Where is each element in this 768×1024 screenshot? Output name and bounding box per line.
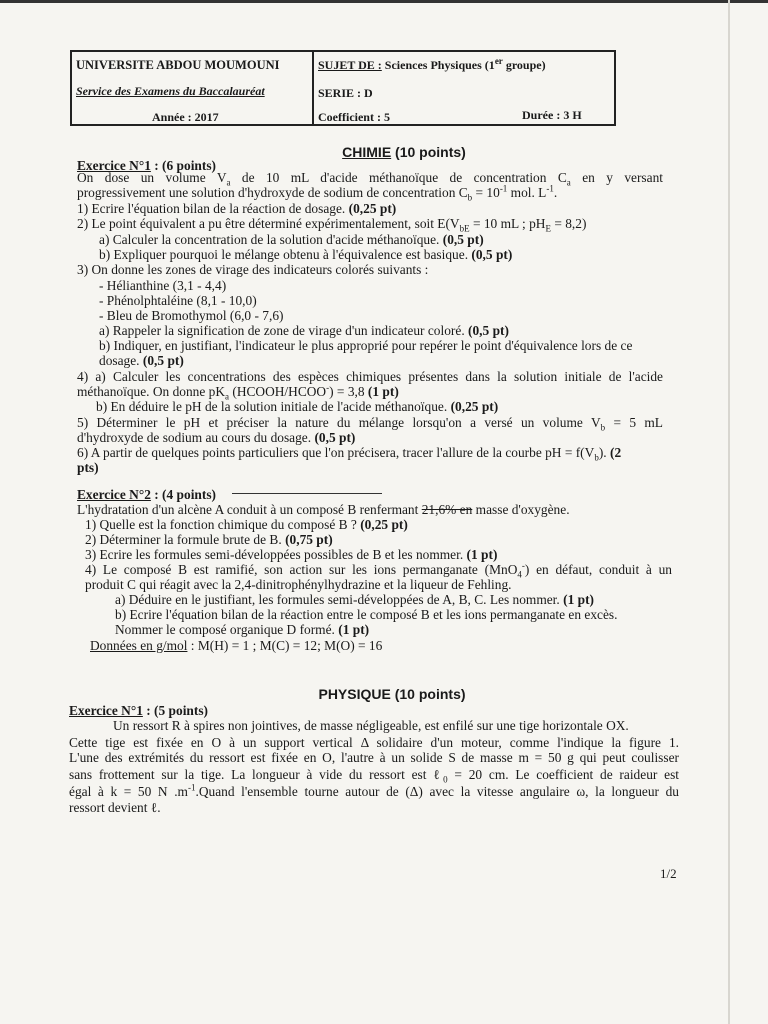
- chimie-q4a-sub: a: [225, 391, 230, 402]
- chimie-q2-sub2: E: [545, 223, 551, 234]
- chimie-ex2-q4a: [115, 592, 594, 607]
- physique-p3: L'une des extrémités du ressort est fixée en O, l'autre à un solide S de masse m = 50 g qui peut coulisser: [69, 750, 679, 765]
- chimie-q5: [77, 415, 663, 433]
- intro-text-1: On dose un volume V: [77, 170, 227, 185]
- chimie-q3b-end-text: dosage.: [99, 353, 140, 368]
- chimie-q1: [77, 201, 396, 216]
- chimie-ex2-q4-line2: produit C qui réagit avec la 2,4-dinitrophénylhydrazine et la liqueur de Fehling.: [85, 577, 512, 592]
- chimie-ex2-q4-sub: 4: [517, 569, 522, 580]
- intro-sup-1: -1: [499, 183, 508, 194]
- chimie-q6-points: (2: [609, 445, 622, 460]
- chimie-q6: [77, 445, 622, 463]
- subject-label: SUJET DE :: [318, 58, 382, 72]
- chimie-ex2-points: : (4 points): [154, 487, 216, 502]
- chimie-q4b-text: b) En déduire le pH de la solution initiale de l'acide méthanoïque.: [96, 399, 448, 414]
- chimie-ex2-intro-strike: 21,6% en: [421, 502, 473, 517]
- chimie-q2-text: 2) Le point équivalent a pu être déterminé expérimentalement, soit E(V: [77, 216, 460, 231]
- intro-text-5: = 10: [472, 185, 500, 200]
- chimie-ex2-data-values: : M(H) = 1 ; M(C) = 12; M(O) = 16: [187, 638, 383, 653]
- physique-p5: [69, 784, 679, 799]
- chimie-q3b-end: [99, 353, 184, 368]
- chimie-q4b: [96, 399, 498, 414]
- indicator-phenolphtaleine: - Phénolphtaléine (8,1 - 10,0): [99, 293, 257, 308]
- chimie-q5-end: = 5 mL: [605, 415, 663, 430]
- chimie-ex2-q1-text: 1) Quelle est la fonction chimique du composé B ?: [85, 517, 357, 532]
- chimie-ex2-q4b-line2: [115, 622, 369, 637]
- chimie-ex2-heading: [77, 487, 216, 502]
- chimie-q2-mid: = 10 mL ; pH: [469, 216, 546, 231]
- indicator-bbt: - Bleu de Bromothymol (6,0 - 7,6): [99, 308, 284, 323]
- chimie-q4b-points: (0,25 pt): [450, 399, 499, 414]
- chimie-q3a: [99, 323, 509, 338]
- chimie-ex2-q4-text: 4) Le composé B est ramifié, son action sur les ions permanganate (MnO: [85, 562, 518, 577]
- exam-service: Service des Examens du Baccalauréat: [76, 84, 265, 98]
- intro-sup-2: -1: [546, 183, 554, 194]
- physique-p5-sup: -1: [187, 782, 196, 793]
- indicator-helianthine: - Hélianthine (3,1 - 4,4): [99, 278, 227, 293]
- chimie-ex2-title: Exercice N°2: [77, 487, 151, 502]
- intro-sub-b: b: [467, 192, 473, 203]
- chimie-q1-text: 1) Ecrire l'équation bilan de la réaction de dosage.: [77, 201, 346, 216]
- intro-text-4: progressivement une solution d'hydroxyde de sodium de concentration C: [77, 185, 468, 200]
- chimie-q1-points: (0,25 pt): [348, 201, 397, 216]
- page-number: 1/2: [660, 866, 677, 881]
- chimie-ex1-intro-line2: [77, 183, 558, 203]
- physique-p2: Cette tige est fixée en O à un support vertical Δ solidaire d'un moteur, comme l'indique la figure 1.: [69, 735, 679, 750]
- chimie-q6-points-end: pts): [77, 460, 99, 475]
- chimie-ex2-q4b: b) Ecrire l'équation bilan de la réaction entre le composé B et les ions permanganate en excès.: [115, 607, 618, 622]
- physique-p4: [69, 767, 679, 785]
- chimie-q5-text: 5) Déterminer le pH et préciser la nature du mélange lorsqu'on a versé un volume V: [77, 415, 601, 430]
- intro-text-2: de 10 mL d'acide méthanoïque de concentration C: [230, 170, 567, 185]
- university-name: UNIVERSITE ABDOU MOUMOUNI: [76, 58, 280, 72]
- physique-p4-sub: 0: [443, 774, 448, 785]
- chimie-ex2-q2-text: 2) Déterminer la formule brute de B.: [85, 532, 282, 547]
- intro-sub-a2: a: [566, 177, 571, 188]
- chimie-q2-end: = 8,2): [550, 216, 587, 231]
- chimie-ex2-q4b-points: (1 pt): [338, 622, 370, 637]
- physique-title-word: PHYSIQUE: [318, 686, 391, 702]
- duration: Durée : 3 H: [522, 108, 582, 122]
- intro-text-7: .: [553, 185, 558, 200]
- physique-p1: Un ressort R à spires non jointives, de masse négligeable, est enfilé sur une tige horizontale OX.: [113, 718, 629, 733]
- chimie-ex2-q1-points: (0,25 pt): [360, 517, 408, 532]
- subject-sup: er: [494, 56, 503, 66]
- chimie-ex2-q4a-points: (1 pt): [563, 592, 594, 607]
- chimie-ex2-intro-text: L'hydratation d'un alcène A conduit à un composé B renfermant: [77, 502, 419, 517]
- chimie-ex2-q2: [85, 532, 333, 547]
- chimie-ex2-q4a-text: a) Déduire en le justifiant, les formules semi-développées de A, B, C. Les nommer.: [115, 592, 560, 607]
- chimie-ex1-points: : (6 points): [154, 158, 216, 173]
- physique-p4-text: sans frottement sur la tige. La longueur à vide du ressort est ℓ: [69, 767, 444, 782]
- chimie-ex2-data-label: Données en g/mol: [90, 638, 188, 653]
- physique-title-points: (10 points): [394, 686, 466, 702]
- chimie-ex2-q2-points: (0,75 pt): [285, 532, 333, 547]
- chimie-q2a-points: (0,5 pt): [442, 232, 484, 247]
- chimie-ex2-q3-points: (1 pt): [466, 547, 498, 562]
- intro-text-6: mol. L: [507, 185, 547, 200]
- chimie-q6-text: 6) A partir de quelques points particuliers que l'on précisera, tracer l'allure de la courbe pH = f(V: [77, 445, 595, 460]
- physique-p5-end: .Quand l'ensemble tourne autour de (Δ) avec la vitesse angulaire ω, la longueur du: [195, 784, 680, 799]
- subject-line: [318, 58, 546, 73]
- physique-p4-end: = 20 cm. Le coefficient de raideur est: [447, 767, 679, 782]
- chimie-ex2-q4: [85, 560, 672, 580]
- chimie-q3: 3) On donne les zones de virage des indicateurs colorés suivants :: [77, 262, 429, 277]
- chimie-ex2-q4-sup: -: [521, 560, 525, 571]
- chimie-ex1-intro-line1: [77, 170, 663, 188]
- intro-text-3: en y versant: [570, 170, 663, 185]
- chimie-q4a-l2-end2: ) = 3,8: [329, 384, 365, 399]
- chimie-q4a-points: (1 pt): [367, 384, 399, 399]
- subject-value: Sciences Physiques (1: [384, 58, 495, 72]
- chimie-q4a-l2-end: (HCOOH/HCOO: [229, 384, 327, 399]
- physique-p6: ressort devient ℓ.: [69, 800, 161, 815]
- chimie-q3b-points: (0,5 pt): [142, 353, 184, 368]
- chimie-ex2-q4b-l2-text: Nommer le composé organique D formé.: [115, 622, 335, 637]
- chimie-q2b-points: (0,5 pt): [471, 247, 513, 262]
- chimie-q2b-text: b) Expliquer pourquoi le mélange obtenu à l'équivalence est basique.: [99, 247, 469, 262]
- chimie-q5-sub: b: [600, 422, 606, 433]
- chimie-q2: [77, 216, 587, 234]
- chimie-q3b: b) Indiquer, en justifiant, l'indicateur le plus approprié pour repérer le point d'équivalence lors de ce: [99, 338, 633, 353]
- physique-ex1-heading: [69, 703, 208, 718]
- scribble-line: [232, 493, 382, 494]
- intro-sub-a1: a: [226, 177, 231, 188]
- exam-header-table: [70, 50, 616, 126]
- chimie-ex2-q4-end: ) en défaut, conduit à un: [524, 562, 672, 577]
- chimie-q4a-sup: -: [326, 382, 330, 393]
- chimie-q5-l2-text: d'hydroxyde de sodium au cours du dosage.: [77, 430, 312, 445]
- exam-year: Année : 2017: [152, 110, 219, 124]
- chimie-q6-sub: b: [594, 452, 599, 463]
- chimie-q3a-text: a) Rappeler la signification de zone de virage d'un indicateur coloré.: [99, 323, 465, 338]
- chimie-ex2-intro-end: masse d'oxygène.: [475, 502, 570, 517]
- chimie-q5-line2: [77, 430, 355, 445]
- subject-end: groupe): [505, 58, 546, 72]
- chimie-ex2-q1: [85, 517, 408, 532]
- chimie-q2-sub1: bE: [459, 223, 470, 234]
- chimie-q4a-l2-text: méthanoïque. On donne pK: [77, 384, 226, 399]
- chimie-title-points: (10 points): [395, 144, 466, 160]
- chimie-q2b: [99, 247, 512, 262]
- chimie-q3a-points: (0,5 pt): [468, 323, 509, 338]
- physique-title: [8, 686, 768, 702]
- coefficient: Coefficient : 5: [318, 110, 390, 124]
- chimie-ex2-data: [90, 638, 382, 653]
- chimie-title-word: CHIMIE: [342, 144, 392, 160]
- chimie-q2a-text: a) Calculer la concentration de la solution d'acide méthanoïque.: [99, 232, 440, 247]
- chimie-q4a: 4) a) Calculer les concentrations des espèces chimiques présentes dans la solution initiale de l'acide: [77, 369, 663, 384]
- serie: SERIE : D: [318, 86, 373, 100]
- chimie-q2a: [99, 232, 484, 247]
- chimie-q5-points: (0,5 pt): [314, 430, 356, 445]
- chimie-q6-end: ).: [598, 445, 607, 460]
- top-border-line: [0, 0, 768, 3]
- chimie-ex2-intro: [77, 502, 570, 517]
- chimie-ex2-q3-text: 3) Ecrire les formules semi-développées possibles de B et les nommer.: [85, 547, 464, 562]
- chimie-q4a-line2: [77, 382, 399, 402]
- chimie-ex1-title: Exercice N°1: [77, 158, 151, 173]
- header-divider: [312, 52, 314, 124]
- physique-p5-text: égal à k = 50 N .m: [69, 784, 188, 799]
- physique-ex1-points: : (5 points): [146, 703, 208, 718]
- chimie-ex2-q3: [85, 547, 497, 562]
- physique-ex1-title: Exercice N°1: [69, 703, 143, 718]
